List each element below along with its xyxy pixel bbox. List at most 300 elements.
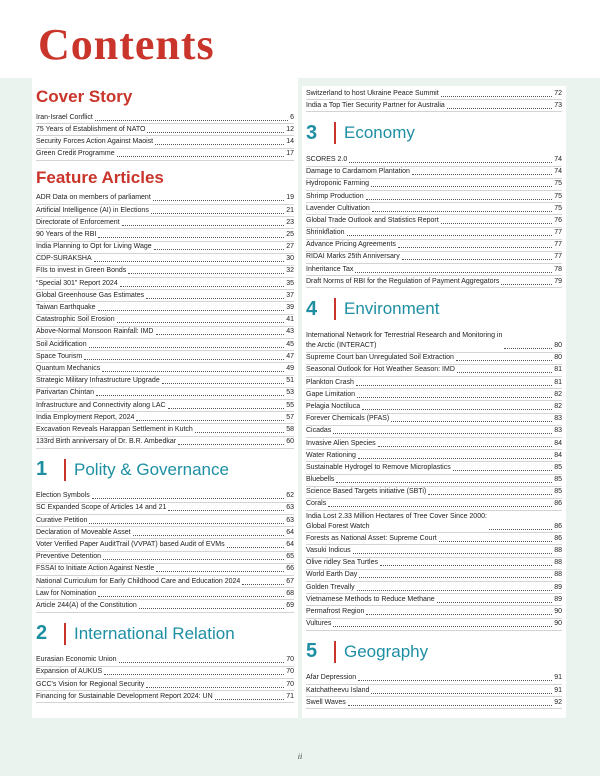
dot-leader [357, 397, 552, 398]
toc-entry[interactable] [36, 290, 294, 302]
toc-entry-title: RIDAI Marks 25th Anniversary [306, 253, 400, 261]
toc-entry-page: 86 [554, 500, 562, 508]
dot-leader [120, 286, 284, 287]
dot-leader [437, 602, 553, 603]
toc-entry-page: 64 [286, 528, 294, 536]
toc-entry-page: 66 [286, 565, 294, 573]
toc-entry-title: Lavender Cultivation [306, 204, 370, 212]
toc-entry[interactable] [36, 149, 294, 161]
toc-group [36, 619, 294, 704]
toc-entry-title: Pelagia Noctiluca [306, 402, 361, 410]
toc-entry[interactable] [36, 217, 294, 229]
dot-leader [153, 200, 284, 201]
toc-entry-page: 30 [286, 255, 294, 263]
toc-entry-page: 58 [286, 425, 294, 433]
dot-leader [358, 458, 552, 459]
toc-entry-page: 63 [286, 516, 294, 524]
toc-entry[interactable] [36, 278, 294, 290]
left-column [36, 86, 294, 703]
toc-entry[interactable] [36, 229, 294, 241]
toc-group [36, 455, 294, 613]
toc-entry[interactable] [36, 564, 294, 576]
toc-entry-page: 79 [554, 277, 562, 285]
dot-leader [195, 432, 284, 433]
toc-entry-title: Article 244(A) of the Constitution [36, 601, 137, 609]
section-number: 4 [306, 297, 318, 320]
toc-entry-title: Excavation Reveals Harappan Settlement in Kutch [36, 425, 193, 433]
dot-leader [89, 347, 285, 348]
toc-entry[interactable] [306, 389, 562, 401]
toc-entry-title: Inheritance Tax [306, 265, 354, 273]
toc-entry[interactable] [306, 570, 562, 582]
toc-entry[interactable] [36, 124, 294, 136]
dot-leader [98, 596, 284, 597]
dot-leader [147, 132, 284, 133]
dot-leader [349, 162, 552, 163]
dot-leader [96, 395, 284, 396]
toc-entry[interactable] [36, 339, 294, 351]
toc-entry[interactable] [36, 552, 294, 564]
dot-leader [447, 108, 552, 109]
toc-entry-title: Sustainable Hydrogel to Remove Microplastics [306, 463, 451, 471]
toc-entry[interactable] [36, 576, 294, 588]
dot-leader [154, 249, 285, 250]
toc-entry[interactable] [36, 539, 294, 551]
toc-entry-page: 82 [554, 402, 562, 410]
toc-entry-page: 71 [286, 692, 294, 700]
toc-entry-title: Gape Limitation [306, 390, 356, 398]
section-title: Polity & Governance [74, 459, 229, 479]
dot-leader [89, 523, 284, 524]
page-title: Contents [38, 20, 215, 69]
dot-leader [156, 334, 285, 335]
toc-entry-title: Katchatheevu Island [306, 686, 370, 694]
toc-entry[interactable] [306, 401, 562, 413]
toc-entry-title: FIIs to invest in Green Bonds [36, 267, 127, 275]
section-divider [334, 298, 336, 320]
toc-entry[interactable] [36, 327, 294, 339]
dot-leader [117, 156, 285, 157]
toc-entry-page: 77 [554, 229, 562, 237]
toc-entry[interactable] [306, 487, 562, 499]
toc-group [306, 88, 562, 112]
toc-entry-title: Artificial Intelligence (AI) in Elections [36, 206, 149, 214]
toc-entry[interactable] [36, 424, 294, 436]
toc-entry[interactable] [306, 511, 562, 533]
toc-entry[interactable] [36, 242, 294, 254]
toc-entry-title: India Planning to Opt for Living Wage [36, 243, 152, 251]
toc-entry[interactable] [36, 503, 294, 515]
dot-leader [372, 211, 552, 212]
section-title: Geography [344, 641, 429, 661]
toc-entry[interactable] [36, 679, 294, 691]
toc-entry[interactable] [36, 691, 294, 703]
toc-entry-page: 39 [286, 304, 294, 312]
section-heading-international-relation [36, 619, 294, 649]
toc-entry-title: Directorate of Enforcement [36, 218, 120, 226]
section-heading-economy [306, 118, 562, 148]
toc-entry-page: 19 [286, 194, 294, 202]
toc-entry-page: 51 [286, 377, 294, 385]
toc-entry-title: Olive ridley Sea Turtles [306, 559, 378, 567]
toc-entry-title: Advance Pricing Agreements [306, 241, 396, 249]
toc-entry[interactable] [306, 276, 562, 288]
toc-entry-title: “Special 301” Report 2024 [36, 279, 118, 287]
dot-leader [371, 186, 552, 187]
dot-leader [102, 371, 284, 372]
toc-entry-page: 45 [286, 340, 294, 348]
toc-entry[interactable] [36, 667, 294, 679]
toc-entry-title: Cicadas [306, 427, 332, 435]
toc-entry-title: Water Rationing [306, 451, 356, 459]
toc-entry[interactable] [36, 388, 294, 400]
dot-leader [146, 687, 284, 688]
toc-entry-page: 83 [554, 427, 562, 435]
toc-entry-page: 74 [554, 155, 562, 163]
dot-leader [95, 120, 288, 121]
toc-entry-title: Parivartan Chintan [36, 389, 94, 397]
toc-entry[interactable] [306, 88, 562, 100]
dot-leader [98, 237, 284, 238]
dot-leader [84, 359, 284, 360]
dot-leader [489, 529, 552, 530]
toc-entry[interactable] [36, 600, 294, 612]
dot-leader [402, 259, 552, 260]
toc-entry[interactable] [306, 240, 562, 252]
toc-entry-title: Bluebells [306, 476, 335, 484]
toc-entry-page: 37 [286, 291, 294, 299]
dot-leader [103, 559, 284, 560]
toc-entry[interactable] [36, 112, 294, 124]
toc-entry-page: 65 [286, 553, 294, 561]
dot-leader [353, 553, 553, 554]
dot-leader [122, 225, 285, 226]
toc-entry[interactable] [36, 412, 294, 424]
toc-entry[interactable] [36, 400, 294, 412]
dot-leader [378, 446, 553, 447]
toc-entry[interactable] [36, 588, 294, 600]
section-divider [64, 459, 66, 481]
section-divider [334, 122, 336, 144]
toc-entry[interactable] [36, 351, 294, 363]
toc-entry-page: 80 [554, 342, 562, 350]
toc-entry[interactable] [306, 228, 562, 240]
dot-leader [94, 261, 285, 262]
toc-group [306, 637, 562, 710]
toc-entry-page: 47 [286, 352, 294, 360]
dot-leader [128, 273, 284, 274]
toc-entry[interactable] [306, 377, 562, 389]
toc-entry[interactable] [306, 167, 562, 179]
toc-entry-page: 70 [286, 680, 294, 688]
toc-entry-title: Science Based Targets initiative (SBTi) [306, 488, 427, 496]
toc-entry-title: Shrimp Production [306, 192, 364, 200]
toc-entry-page: 43 [286, 328, 294, 336]
toc-entry-title: 75 Years of Establishment of NATO [36, 125, 146, 133]
toc-entry-page: 70 [286, 656, 294, 664]
dot-leader [178, 444, 284, 445]
toc-entry[interactable] [36, 266, 294, 278]
dot-leader [215, 699, 285, 700]
dot-leader [333, 626, 552, 627]
toc-entry[interactable] [36, 655, 294, 667]
toc-entry-title: Green Credit Programme [36, 150, 115, 158]
toc-entry-page: 84 [554, 439, 562, 447]
toc-entry-title: Forever Chemicals (PFAS) [306, 415, 390, 423]
toc-entry[interactable] [306, 594, 562, 606]
toc-entry-title: 90 Years of the RBI [36, 230, 97, 238]
toc-entry[interactable] [36, 527, 294, 539]
toc-entry-page: 83 [554, 415, 562, 423]
toc-entry-page: 75 [554, 204, 562, 212]
toc-entry-page: 88 [554, 571, 562, 579]
toc-entry[interactable] [306, 558, 562, 570]
toc-entry[interactable] [36, 315, 294, 327]
toc-entry-title: Forests as National Asset: Supreme Court [306, 534, 437, 542]
toc-entry[interactable] [306, 426, 562, 438]
toc-entry[interactable] [306, 697, 562, 709]
dot-leader [358, 680, 552, 681]
dot-leader [439, 541, 552, 542]
toc-entry-title: Golden Trevally [306, 583, 355, 591]
toc-entry[interactable] [306, 353, 562, 365]
dot-leader [456, 360, 552, 361]
toc-entry-title: Declaration of Moveable Asset [36, 528, 131, 536]
toc-entry-title: Eurasian Economic Union [36, 656, 117, 664]
dot-leader [168, 408, 285, 409]
dot-leader [355, 272, 552, 273]
toc-entry-page: 63 [286, 504, 294, 512]
dot-leader [453, 470, 552, 471]
dot-leader [441, 96, 553, 97]
toc-entry-title: National Curriculum for Early Childhood Care and Education 2024 [36, 577, 241, 585]
dot-leader [98, 310, 285, 311]
toc-entry-title: Afar Depression [306, 674, 357, 682]
toc-entry[interactable] [306, 100, 562, 112]
section-divider [334, 641, 336, 663]
toc-entry[interactable] [36, 254, 294, 266]
toc-entry-page: 14 [286, 137, 294, 145]
dot-leader [501, 284, 552, 285]
toc-entry-page: 67 [286, 577, 294, 585]
toc-entry-title: Vultures [306, 620, 332, 628]
toc-entry[interactable] [306, 582, 562, 594]
page-number: ii [297, 752, 303, 761]
toc-entry-title: Soil Acidification [36, 340, 87, 348]
toc-group [306, 118, 562, 288]
toc-group [36, 86, 294, 161]
toc-entry-title: Strategic Military Infrastructure Upgrade [36, 377, 160, 385]
toc-entry[interactable] [306, 179, 562, 191]
toc-entry-title: ADR Data on members of parliament [36, 194, 151, 202]
toc-entry-page: 76 [554, 216, 562, 224]
toc-entry-title: SCORES 2.0 [306, 155, 348, 163]
dot-leader [104, 674, 284, 675]
toc-entry[interactable] [306, 685, 562, 697]
toc-entry-page: 49 [286, 364, 294, 372]
toc-entry-title: Vasuki Indicus [306, 547, 351, 555]
toc-entry-title: Seasonal Outlook for Hot Weather Season: IMD [306, 366, 455, 374]
toc-entry-page: 82 [554, 390, 562, 398]
toc-entry-page: 92 [554, 698, 562, 706]
toc-entry[interactable] [36, 193, 294, 205]
section-divider [64, 623, 66, 645]
toc-entry[interactable] [306, 499, 562, 511]
right-column [306, 88, 562, 709]
section-title: Environment [344, 299, 440, 319]
toc-entry-page: 80 [554, 354, 562, 362]
section-heading-polity-governance [36, 455, 294, 485]
toc-entry[interactable] [36, 363, 294, 375]
toc-entry-title: Voter Verified Paper AuditTrail (VVPAT) based Audit of EVMs [36, 541, 225, 549]
dot-leader [136, 420, 284, 421]
toc-entry[interactable] [306, 264, 562, 276]
toc-entry[interactable] [306, 191, 562, 203]
toc-entry-title: GCC's Vision for Regional Security [36, 680, 145, 688]
dot-leader [156, 571, 284, 572]
toc-entry-page: 32 [286, 267, 294, 275]
toc-entry-title: Law for Nomination [36, 589, 97, 597]
toc-entry[interactable] [36, 515, 294, 527]
toc-entry[interactable] [306, 450, 562, 462]
toc-entry-page: 68 [286, 589, 294, 597]
dot-leader [92, 498, 285, 499]
dot-leader [146, 298, 284, 299]
toc-entry-page: 85 [554, 463, 562, 471]
toc-entry[interactable] [306, 203, 562, 215]
toc-entry[interactable] [36, 491, 294, 503]
toc-entry-page: 84 [554, 451, 562, 459]
dot-leader [504, 348, 552, 349]
toc-entry-page: 81 [554, 378, 562, 386]
toc-entry[interactable] [306, 475, 562, 487]
toc-entry-title: India a Top Tier Security Partner for Australia [306, 101, 445, 109]
toc-entry[interactable] [306, 438, 562, 450]
toc-entry-page: 55 [286, 401, 294, 409]
toc-entry-title: Vietnamese Methods to Reduce Methane [306, 595, 435, 603]
toc-entry-title: Damage to Cardamom Plantation [306, 168, 410, 176]
dot-leader [380, 565, 552, 566]
toc-entry-title: Iran-Israel Conflict [36, 113, 93, 121]
toc-entry[interactable] [306, 252, 562, 264]
toc-entry-title: Infrastructure and Connectivity along LAC [36, 401, 166, 409]
toc-entry-page: 75 [554, 180, 562, 188]
toc-entry-page: 88 [554, 559, 562, 567]
toc-entry-title: Space Tourism [36, 352, 83, 360]
dot-leader [441, 223, 553, 224]
toc-entry-page: 23 [286, 218, 294, 226]
toc-entry-page: 91 [554, 686, 562, 694]
toc-entry-title: Preventive Detention [36, 553, 101, 561]
dot-leader [457, 372, 552, 373]
toc-entry-title: Hydroponic Farming [306, 180, 370, 188]
toc-entry-page: 77 [554, 253, 562, 261]
dot-leader [117, 322, 285, 323]
toc-entry-page: 90 [554, 620, 562, 628]
toc-entry-page: 25 [286, 230, 294, 238]
toc-entry-page: 73 [554, 101, 562, 109]
toc-entry-title: Corals [306, 500, 327, 508]
toc-entry[interactable] [36, 136, 294, 148]
toc-entry-page: 90 [554, 607, 562, 615]
dot-leader [357, 590, 553, 591]
toc-entry-title: CDP-SURAKSHA [36, 255, 92, 263]
toc-entry-title: Global Trade Outlook and Statistics Report [306, 216, 439, 224]
toc-entry[interactable] [306, 545, 562, 557]
toc-entry[interactable] [306, 365, 562, 377]
toc-entry-title: SC Expanded Scope of Articles 14 and 21 [36, 504, 167, 512]
toc-entry-page: 64 [286, 541, 294, 549]
dot-leader [242, 584, 284, 585]
toc-group [36, 167, 294, 449]
toc-entry-title: Security Forces Action Against Maoist [36, 137, 154, 145]
dot-leader [366, 199, 553, 200]
toc-entry-title: Global Greenhouse Gas Estimates [36, 291, 145, 299]
toc-entry[interactable] [306, 215, 562, 227]
toc-entry[interactable] [36, 376, 294, 388]
toc-entry-title: Switzerland to host Ukraine Peace Summit [306, 89, 439, 97]
toc-entry[interactable] [36, 437, 294, 449]
toc-entry-title: Above-Normal Monsoon Rainfall: IMD [36, 328, 154, 336]
toc-entry-title: Curative Petition [36, 516, 88, 524]
toc-entry-page: 75 [554, 192, 562, 200]
toc-entry-page: 74 [554, 168, 562, 176]
dot-leader [133, 535, 285, 536]
toc-entry[interactable] [306, 606, 562, 618]
toc-entry-page: 72 [554, 89, 562, 97]
dot-leader [151, 213, 284, 214]
section-heading-geography [306, 637, 562, 667]
toc-entry-title: India Lost 2.33 Million Hectares of Tree Cover Since 2000: Global Forest Watch [306, 512, 487, 530]
toc-entry-page: 78 [554, 265, 562, 273]
dot-leader [336, 482, 552, 483]
toc-entry-page: 21 [286, 206, 294, 214]
section-number: 1 [36, 458, 48, 481]
dot-leader [359, 577, 552, 578]
toc-entry[interactable] [306, 533, 562, 545]
toc-entry-title: Permafrost Region [306, 607, 365, 615]
section-title: International Relation [74, 623, 235, 643]
toc-entry-title: Financing for Sustainable Development Report 2024: UN [36, 692, 213, 700]
toc-entry[interactable] [306, 673, 562, 685]
toc-entry-title: World Earth Day [306, 571, 358, 579]
dot-leader [366, 614, 552, 615]
toc-entry-page: 77 [554, 241, 562, 249]
toc-entry-title: Invasive Alien Species [306, 439, 376, 447]
toc-entry-page: 88 [554, 547, 562, 555]
toc-entry-title: Swell Waves [306, 698, 346, 706]
section-heading-environment [306, 294, 562, 324]
toc-entry-page: 91 [554, 674, 562, 682]
toc-entry[interactable] [306, 462, 562, 474]
toc-entry[interactable] [36, 302, 294, 314]
dot-leader [356, 385, 552, 386]
toc-entry-page: 57 [286, 413, 294, 421]
section-number: 5 [306, 640, 318, 663]
toc-entry-page: 86 [554, 522, 562, 530]
toc-entry-title: Plankton Crash [306, 378, 354, 386]
toc-entry[interactable] [306, 154, 562, 166]
dot-leader [412, 174, 552, 175]
toc-entry-page: 62 [286, 492, 294, 500]
toc-entry[interactable] [306, 330, 562, 352]
toc-entry[interactable] [306, 414, 562, 426]
toc-entry[interactable] [306, 619, 562, 631]
toc-entry-page: 35 [286, 279, 294, 287]
dot-leader [328, 506, 552, 507]
section-number: 3 [306, 121, 318, 144]
toc-entry[interactable] [36, 205, 294, 217]
